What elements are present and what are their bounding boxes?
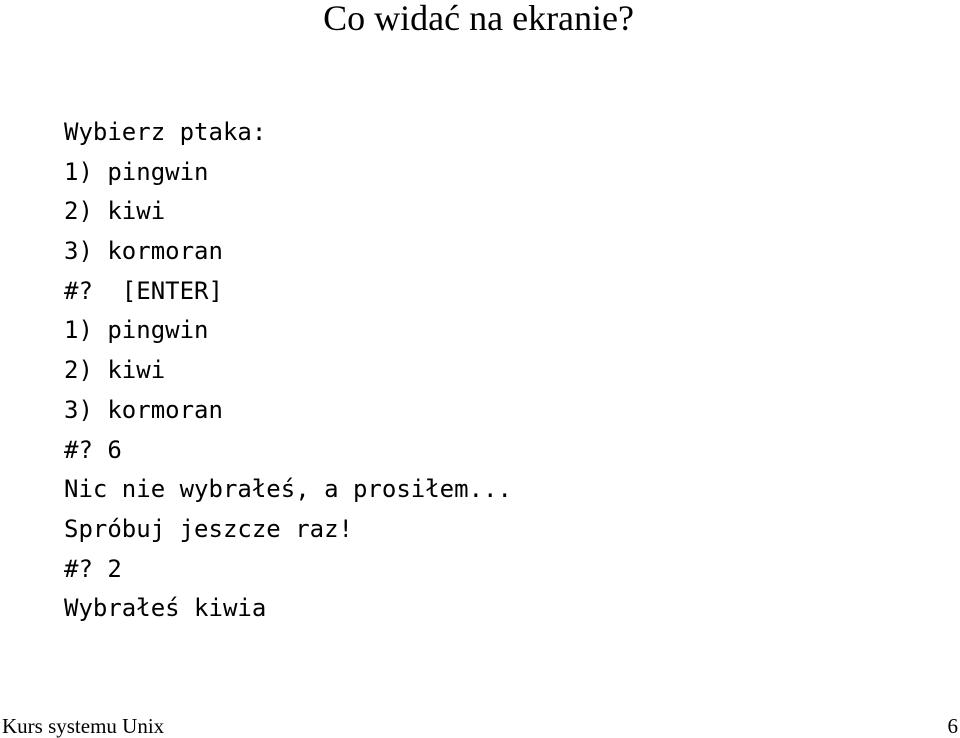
terminal-line: Wybrałeś kiwia [64, 594, 267, 623]
footer-page-number: 6 [947, 714, 958, 738]
terminal-line: #? 2 [64, 554, 122, 583]
terminal-line: 3) kormoran [64, 237, 223, 266]
terminal-line: #? 6 [64, 435, 122, 464]
terminal-output [64, 113, 512, 629]
terminal-line: Wybierz ptaka: [64, 118, 267, 146]
footer-course-name: Kurs systemu Unix [2, 714, 165, 738]
terminal-line: 2) kiwi [64, 197, 166, 226]
terminal-line: 2) kiwi [64, 356, 166, 385]
terminal-line: 3) kormoran [64, 395, 223, 424]
terminal-line: Spróbuj jeszcze raz! [64, 514, 353, 543]
terminal-line: Nic nie wybrałeś, a prosiłem... [64, 475, 512, 504]
terminal-line: 1) pingwin [64, 157, 209, 186]
terminal-line: 1) pingwin [64, 316, 209, 345]
slide-title: Co widać na ekranie? [323, 0, 634, 38]
terminal-line: #? [ENTER] [64, 276, 223, 305]
